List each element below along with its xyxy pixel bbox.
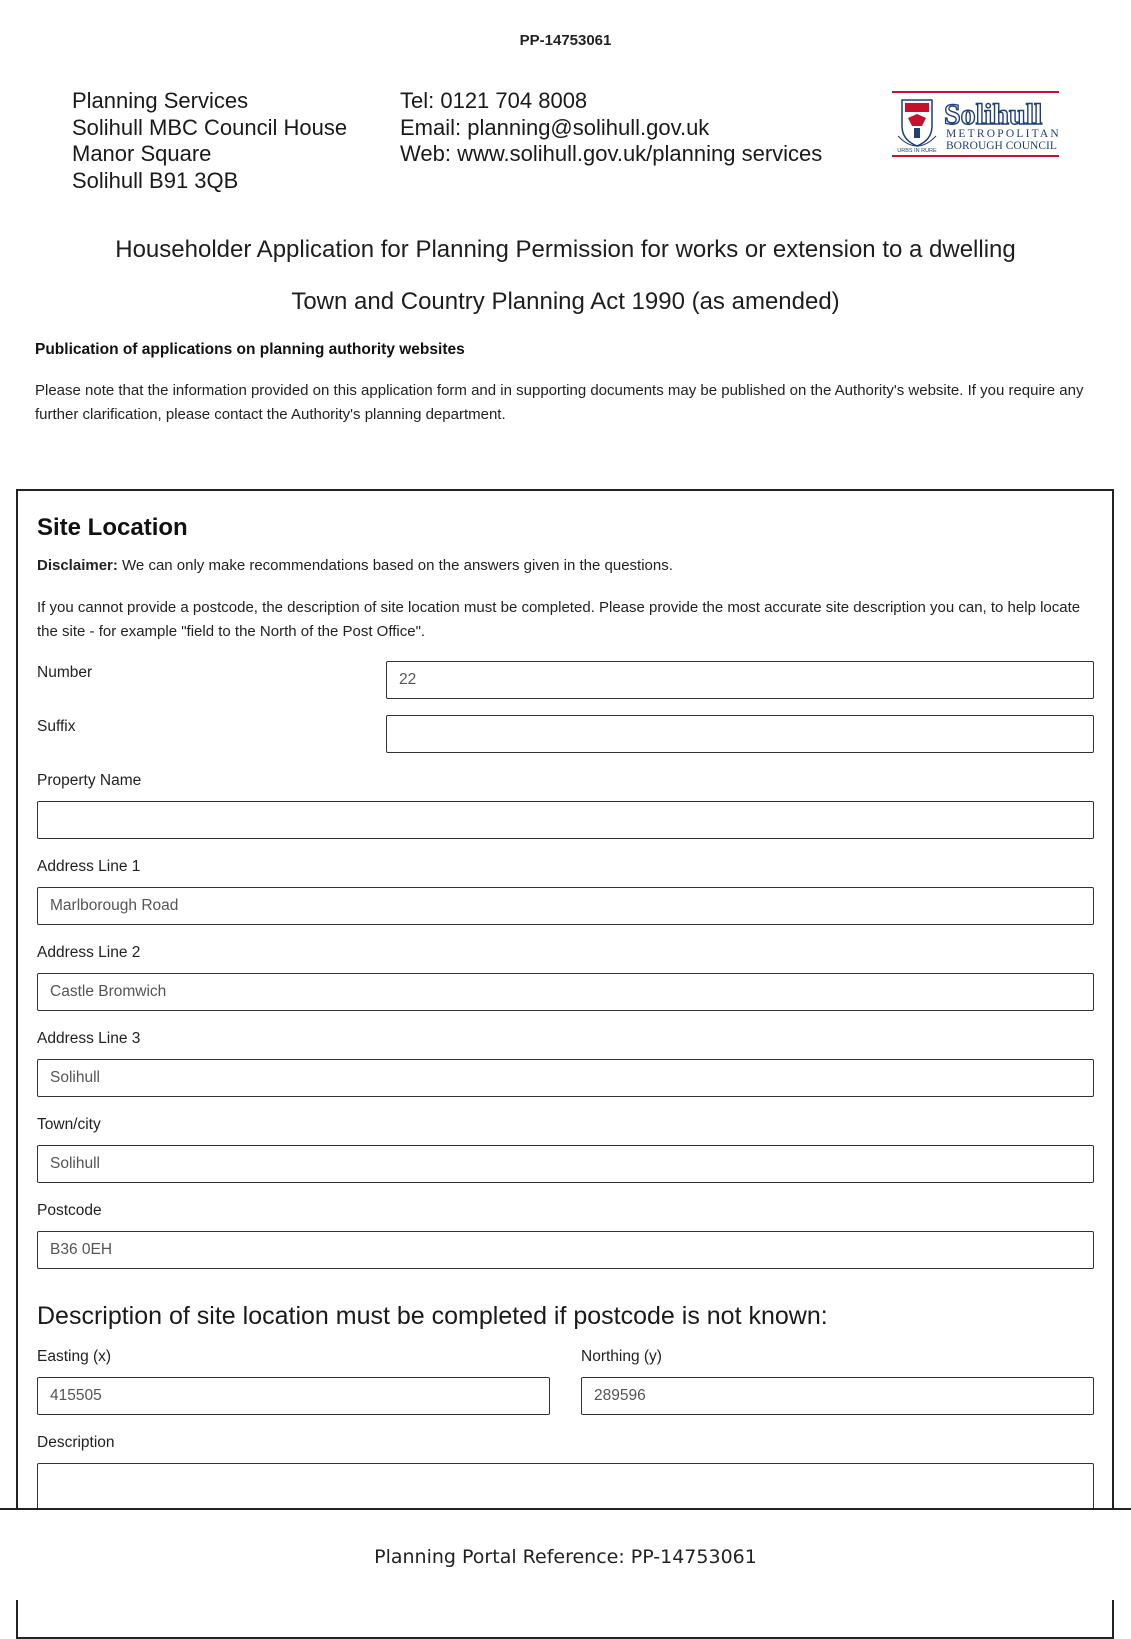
suffix-field[interactable] <box>386 715 1094 753</box>
address-line-3-label: Address Line 3 <box>37 1030 141 1047</box>
northing-field[interactable]: 289596 <box>581 1377 1094 1415</box>
easting-field[interactable]: 415505 <box>37 1377 550 1415</box>
email-line: Email: planning@solihull.gov.uk <box>400 114 710 140</box>
description-heading: Description of site location must be completed if postcode is not known: <box>37 1302 828 1330</box>
property-name-label: Property Name <box>37 772 142 789</box>
address-line: Planning Services <box>72 88 249 113</box>
solihull-council-logo <box>892 90 1059 158</box>
number-label: Number <box>37 664 93 681</box>
address-line: Solihull B91 3QB <box>72 167 239 193</box>
address-line-1-label: Address Line 1 <box>37 858 141 875</box>
disclaimer-label: Disclaimer: <box>37 557 118 574</box>
phone-line: Tel: 0121 704 8008 <box>400 88 588 113</box>
reference-number: PP-14753061 <box>519 32 612 49</box>
council-address <box>72 88 347 194</box>
address-line-2-field[interactable]: Castle Bromwich <box>37 973 1094 1011</box>
disclaimer <box>37 557 673 574</box>
publication-heading: Publication of applications on planning authority websites <box>35 341 465 358</box>
disclaimer-text: We can only make recommendations based on the answers given in the questions. <box>117 557 673 574</box>
town-city-label: Town/city <box>37 1116 101 1133</box>
footer-reference: Planning Portal Reference: PP-14753061 <box>374 1546 757 1568</box>
logo-wordmark: Solihull <box>944 98 1043 131</box>
postcode-field[interactable]: B36 0EH <box>37 1231 1094 1269</box>
postcode-label: Postcode <box>37 1202 102 1219</box>
council-contact <box>400 88 822 168</box>
section-title: Site Location <box>37 514 188 541</box>
logo-line-borough: BOROUGH COUNCIL <box>946 140 1057 152</box>
logo-motto: URBS IN RURE <box>897 148 937 154</box>
act-title: Town and Country Planning Act 1990 (as amended) <box>291 288 840 315</box>
suffix-label: Suffix <box>37 718 76 735</box>
number-field[interactable]: 22 <box>386 661 1094 699</box>
footer-divider <box>0 1508 1131 1510</box>
description-label: Description <box>37 1434 115 1451</box>
address-line-1-field[interactable]: Marlborough Road <box>37 887 1094 925</box>
web-line: Web: www.solihull.gov.uk/planning services <box>400 141 823 166</box>
address-line: Solihull MBC Council House <box>72 114 348 140</box>
property-name-field[interactable] <box>37 801 1094 839</box>
postcode-note: If you cannot provide a postcode, the description of site location must be completed. Please provide the most accurate site description you can, to help locate the site - for example "field to the North of the Post Office". <box>37 599 1081 640</box>
logo-line-metropolitan: METROPOLITAN <box>946 128 1059 140</box>
form-title: Householder Application for Planning Permission for works or extension to a dwelling <box>115 236 1016 263</box>
northing-label: Northing (y) <box>581 1348 662 1365</box>
easting-label: Easting (x) <box>37 1348 112 1365</box>
address-line-2-label: Address Line 2 <box>37 944 141 961</box>
address-line: Manor Square <box>72 141 212 166</box>
town-city-field[interactable]: Solihull <box>37 1145 1094 1183</box>
address-line-3-field[interactable]: Solihull <box>37 1059 1094 1097</box>
publication-text: Please note that the information provided on this application form and in supporting documents may be published on the Authority's website. If you require any further clarification, please contact the Authority's planning department. <box>35 382 1084 423</box>
